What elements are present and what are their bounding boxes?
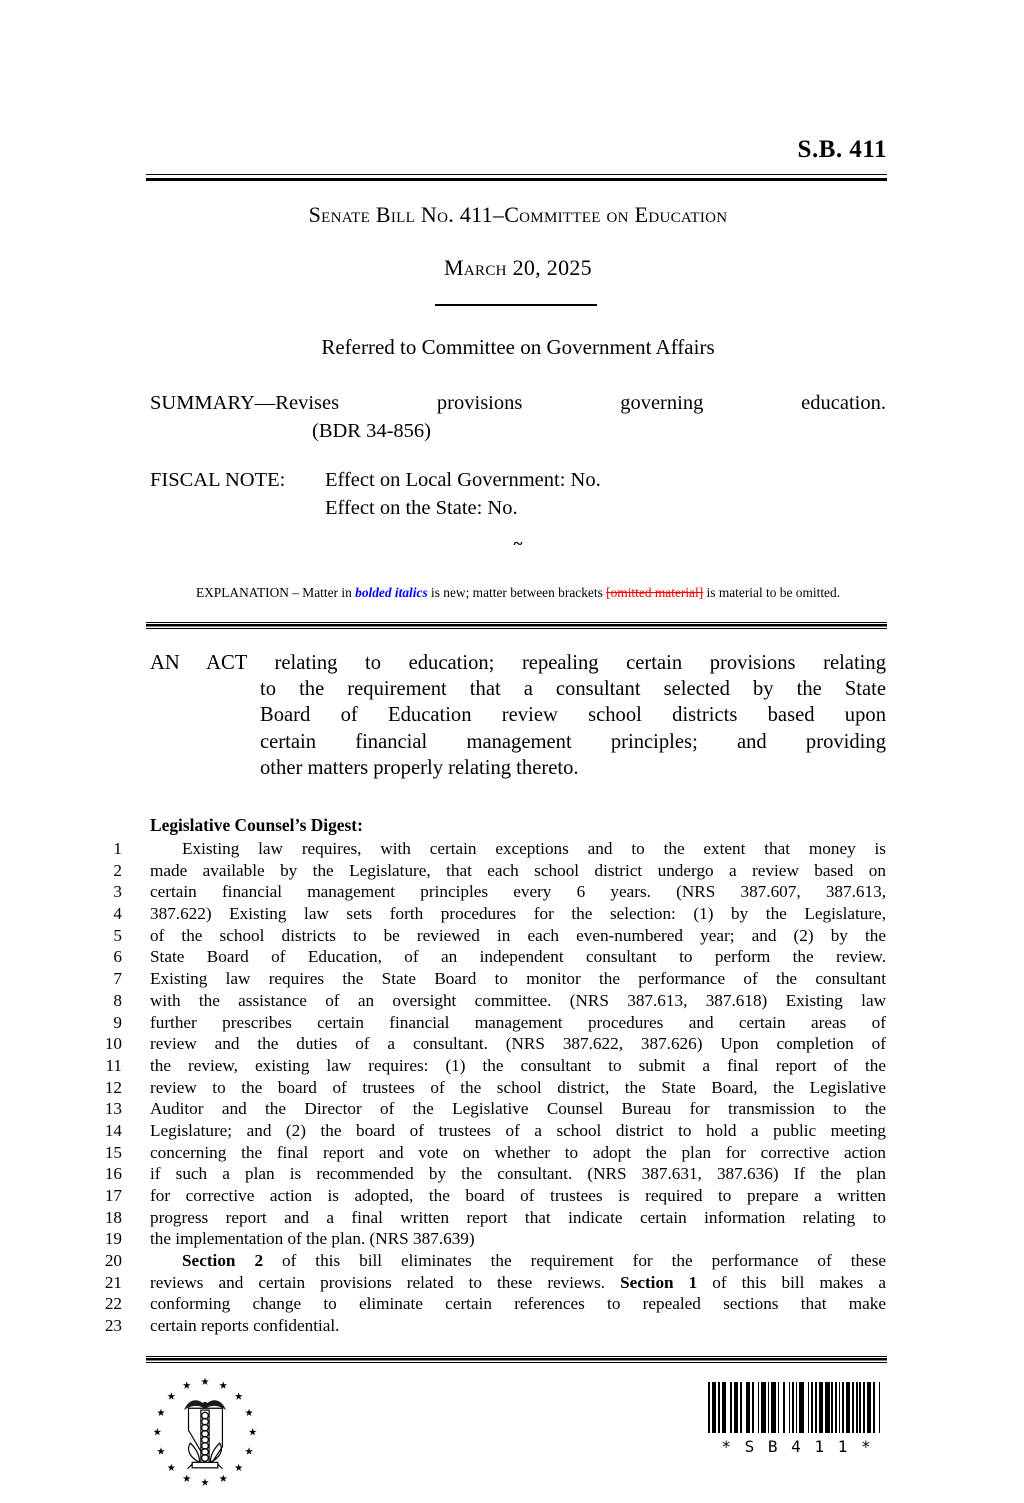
line-number: 3 <box>113 882 122 902</box>
digest-line <box>96 946 887 968</box>
barcode-bar <box>831 1382 833 1433</box>
barcode-bar <box>778 1382 780 1433</box>
line-number: 11 <box>105 1055 122 1075</box>
explanation-new-matter: bolded italics <box>355 585 428 600</box>
barcode-bar <box>825 1382 830 1433</box>
digest-line <box>96 860 887 882</box>
fiscal-local-government: Effect on Local Government: No. <box>325 469 601 491</box>
footer-divider <box>146 1356 887 1363</box>
digest-line-text: the review, existing law requires: (1) the consultant to submit a final report of the <box>150 1055 886 1075</box>
bill-date: March 20, 2025 <box>444 255 592 280</box>
digest-line <box>96 968 887 990</box>
seal-star <box>245 1447 253 1454</box>
digest-line <box>96 1293 887 1315</box>
digest-line-text: certain reports confidential. <box>150 1316 340 1336</box>
barcode-bar <box>852 1382 854 1433</box>
barcode-bar <box>859 1382 861 1433</box>
line-number: 10 <box>104 1034 122 1054</box>
digest-line-text: Legislature; and (2) the board of trustees of a school district to hold a public meeting <box>150 1120 886 1140</box>
barcode-bar <box>746 1382 751 1433</box>
digest-line <box>96 1142 887 1164</box>
barcode-bar <box>811 1382 813 1433</box>
barcode-bar <box>771 1382 776 1433</box>
digest-line-text: review and the duties of a consultant. (NRS 387.622, 387.626) Upon completion of <box>150 1034 886 1054</box>
digest-line-text: of the school districts to be reviewed in each even-numbered year; and (2) by the <box>150 925 886 945</box>
summary-block <box>150 390 886 445</box>
barcode-bar <box>835 1382 837 1433</box>
fiscal-note-block <box>150 467 886 522</box>
line-number: 9 <box>113 1012 122 1032</box>
seal-star <box>219 1475 227 1482</box>
digest-line-text: Section 2 of this bill eliminates the requirement for the performance of these <box>182 1251 887 1271</box>
digest-line <box>96 1185 887 1207</box>
seal-star <box>183 1381 191 1388</box>
seal-star <box>235 1392 243 1399</box>
digest-line-text: certain financial management principles every 6 years. (NRS 387.607, 387.613, <box>150 882 886 902</box>
digest-line-text: Existing law requires, with certain exceptions and to the extent that money is <box>182 839 886 858</box>
digest-line-text: conforming change to eliminate certain references to repealed sections that make <box>150 1294 886 1314</box>
digest-line-text: progress report and a final written report that indicate certain information relating to <box>150 1207 886 1227</box>
fiscal-note-values <box>325 467 601 522</box>
digest-line-text: further prescribes certain financial management procedures and certain areas of <box>150 1012 886 1032</box>
barcode-bar <box>758 1382 760 1433</box>
digest-line <box>96 1120 887 1142</box>
barcode-bar <box>846 1382 851 1433</box>
barcode-bar <box>819 1382 824 1433</box>
barcode-bar <box>873 1382 875 1433</box>
barcode-bar <box>734 1382 739 1433</box>
state-seal-icon <box>150 1373 260 1493</box>
summary-bdr: (BDR 34-856) <box>312 419 432 442</box>
line-number: 7 <box>113 969 122 989</box>
line-number: 21 <box>104 1272 122 1292</box>
digest-line <box>96 838 887 860</box>
fiscal-note-label: FISCAL NOTE: <box>150 469 286 491</box>
explanation-text: is material to be omitted. <box>703 585 841 600</box>
act-line: Board of Education review school districts based upon <box>260 704 886 727</box>
barcode-bar <box>789 1382 791 1433</box>
barcode-text: * S B 4 1 1 * <box>721 1437 873 1456</box>
line-number: 6 <box>113 947 122 967</box>
digest-line <box>96 1033 887 1055</box>
digest-line-text: 387.622) Existing law sets forth procedures for the selection: (1) by the Legislature, <box>150 904 886 924</box>
header-divider <box>146 174 887 181</box>
line-number: 17 <box>104 1186 122 1205</box>
seal-star <box>249 1428 257 1435</box>
line-number: 15 <box>104 1142 122 1162</box>
digest-line <box>96 1163 887 1185</box>
barcode-bar <box>792 1382 794 1433</box>
barcode-bar <box>808 1382 810 1433</box>
line-number: 20 <box>104 1251 122 1271</box>
digest-line <box>96 1250 887 1272</box>
barcode-bar <box>752 1382 754 1433</box>
digest-line-text: for corrective action is adopted, the board of trustees is required to prepare a written <box>150 1186 886 1205</box>
line-number: 4 <box>113 904 122 924</box>
seal-star <box>183 1475 191 1482</box>
barcode-bar <box>740 1382 742 1433</box>
digest-line-text: Auditor and the Director of the Legislative Counsel Bureau for transmission to the <box>150 1099 886 1119</box>
act-line: certain financial management principles; and providing <box>260 730 886 753</box>
barcode-bar <box>842 1382 844 1433</box>
digest-line <box>96 1055 887 1077</box>
explanation-text: EXPLANATION – Matter in <box>195 585 356 600</box>
digest-line-text: made available by the Legislature, that each school district undergo a review based on <box>150 860 886 880</box>
barcode-bar <box>815 1382 817 1433</box>
barcode-bars <box>708 1382 886 1433</box>
digest-line <box>96 1098 887 1120</box>
explanation-omitted-matter: [omitted material] <box>606 585 704 600</box>
line-number: 23 <box>104 1316 122 1336</box>
digest-line <box>96 1228 887 1250</box>
digest-line <box>96 1272 887 1294</box>
bill-code: S.B. 411 <box>797 136 887 163</box>
seal-star <box>167 1392 175 1399</box>
banner <box>192 1462 218 1468</box>
line-number: 22 <box>104 1294 122 1314</box>
seal-star <box>157 1409 165 1416</box>
barcode-bar <box>730 1382 732 1433</box>
line-number: 13 <box>104 1099 122 1119</box>
state-seal-svg <box>150 1373 260 1493</box>
barcode-bar <box>708 1382 710 1433</box>
tilde-separator: ~ <box>513 534 523 553</box>
summary-line: SUMMARY—Revises provisions governing education. <box>150 392 886 414</box>
seal-star <box>245 1409 253 1416</box>
digest-line-text: review to the board of trustees of the school district, the State Board, the Legislative <box>150 1077 886 1097</box>
digest-line-text: State Board of Education, of an independent consultant to perform the review. <box>150 947 886 967</box>
digest-line-text: the implementation of the plan. (NRS 387.639) <box>150 1229 475 1249</box>
line-number: 19 <box>104 1229 122 1249</box>
explanation-divider <box>146 622 887 629</box>
digest-line <box>96 881 887 903</box>
barcode <box>708 1382 886 1456</box>
eagle-head <box>202 1402 208 1408</box>
digest-line <box>96 925 887 947</box>
seal-star <box>219 1381 227 1388</box>
digest-line-text: reviews and certain provisions related to these reviews. Section 1 of this bill makes a <box>150 1272 887 1292</box>
seal-star <box>167 1464 175 1471</box>
act-paragraph <box>150 650 886 781</box>
seal-star <box>154 1428 162 1435</box>
seal-star <box>201 1378 209 1385</box>
seal-star <box>235 1464 243 1471</box>
digest-line <box>96 1207 887 1229</box>
digest-body <box>96 838 887 1337</box>
explanation-line <box>150 585 886 601</box>
line-number: 16 <box>104 1164 122 1184</box>
digest-line <box>96 903 887 925</box>
barcode-bar <box>856 1382 858 1433</box>
fiscal-state: Effect on the State: No. <box>325 496 518 519</box>
digest-heading: Legislative Counsel’s Digest: <box>150 815 363 835</box>
line-number: 2 <box>113 860 122 880</box>
seal-star <box>201 1478 209 1485</box>
digest-line-text: with the assistance of an oversight committee. (NRS 387.613, 387.618) Existing law <box>150 990 886 1010</box>
short-divider <box>435 304 597 306</box>
digest-line-text: concerning the final report and vote on whether to adopt the plan for corrective action <box>150 1142 886 1162</box>
act-line: to the requirement that a consultant selected by the State <box>260 678 886 701</box>
barcode-bar <box>722 1382 727 1433</box>
barcode-bar <box>867 1382 872 1433</box>
bill-title: Senate Bill No. 411–Committee on Education <box>308 202 728 227</box>
barcode-bar <box>879 1382 881 1433</box>
act-line: other matters properly relating thereto. <box>260 756 579 779</box>
seal-star <box>157 1447 165 1454</box>
barcode-bar <box>712 1382 717 1433</box>
explanation-text: is new; matter between brackets <box>427 585 607 600</box>
act-line: AN ACT relating to education; repealing certain provisions relating <box>150 652 886 674</box>
digest-line-text: Existing law requires the State Board to monitor the performance of the consultant <box>150 969 886 989</box>
barcode-bar <box>768 1382 770 1433</box>
line-number: 1 <box>113 839 122 858</box>
barcode-bar <box>783 1382 785 1433</box>
barcode-bar <box>863 1382 865 1433</box>
line-number: 12 <box>104 1077 122 1097</box>
line-number: 5 <box>113 925 122 945</box>
digest-line <box>96 1077 887 1099</box>
barcode-bar <box>799 1382 804 1433</box>
digest-line <box>96 1012 887 1034</box>
digest-line <box>96 990 887 1012</box>
barcode-bar <box>839 1382 841 1433</box>
barcode-bar <box>761 1382 766 1433</box>
line-number: 18 <box>104 1207 122 1227</box>
referred-line: Referred to Committee on Government Affairs <box>321 335 715 359</box>
digest-line-text: if such a plan is recommended by the consultant. (NRS 387.631, 387.636) If the plan <box>150 1164 886 1184</box>
line-number: 8 <box>113 990 122 1010</box>
barcode-bar <box>796 1382 798 1433</box>
digest-line <box>96 1315 887 1337</box>
barcode-bar <box>718 1382 720 1433</box>
line-number: 14 <box>104 1120 122 1140</box>
